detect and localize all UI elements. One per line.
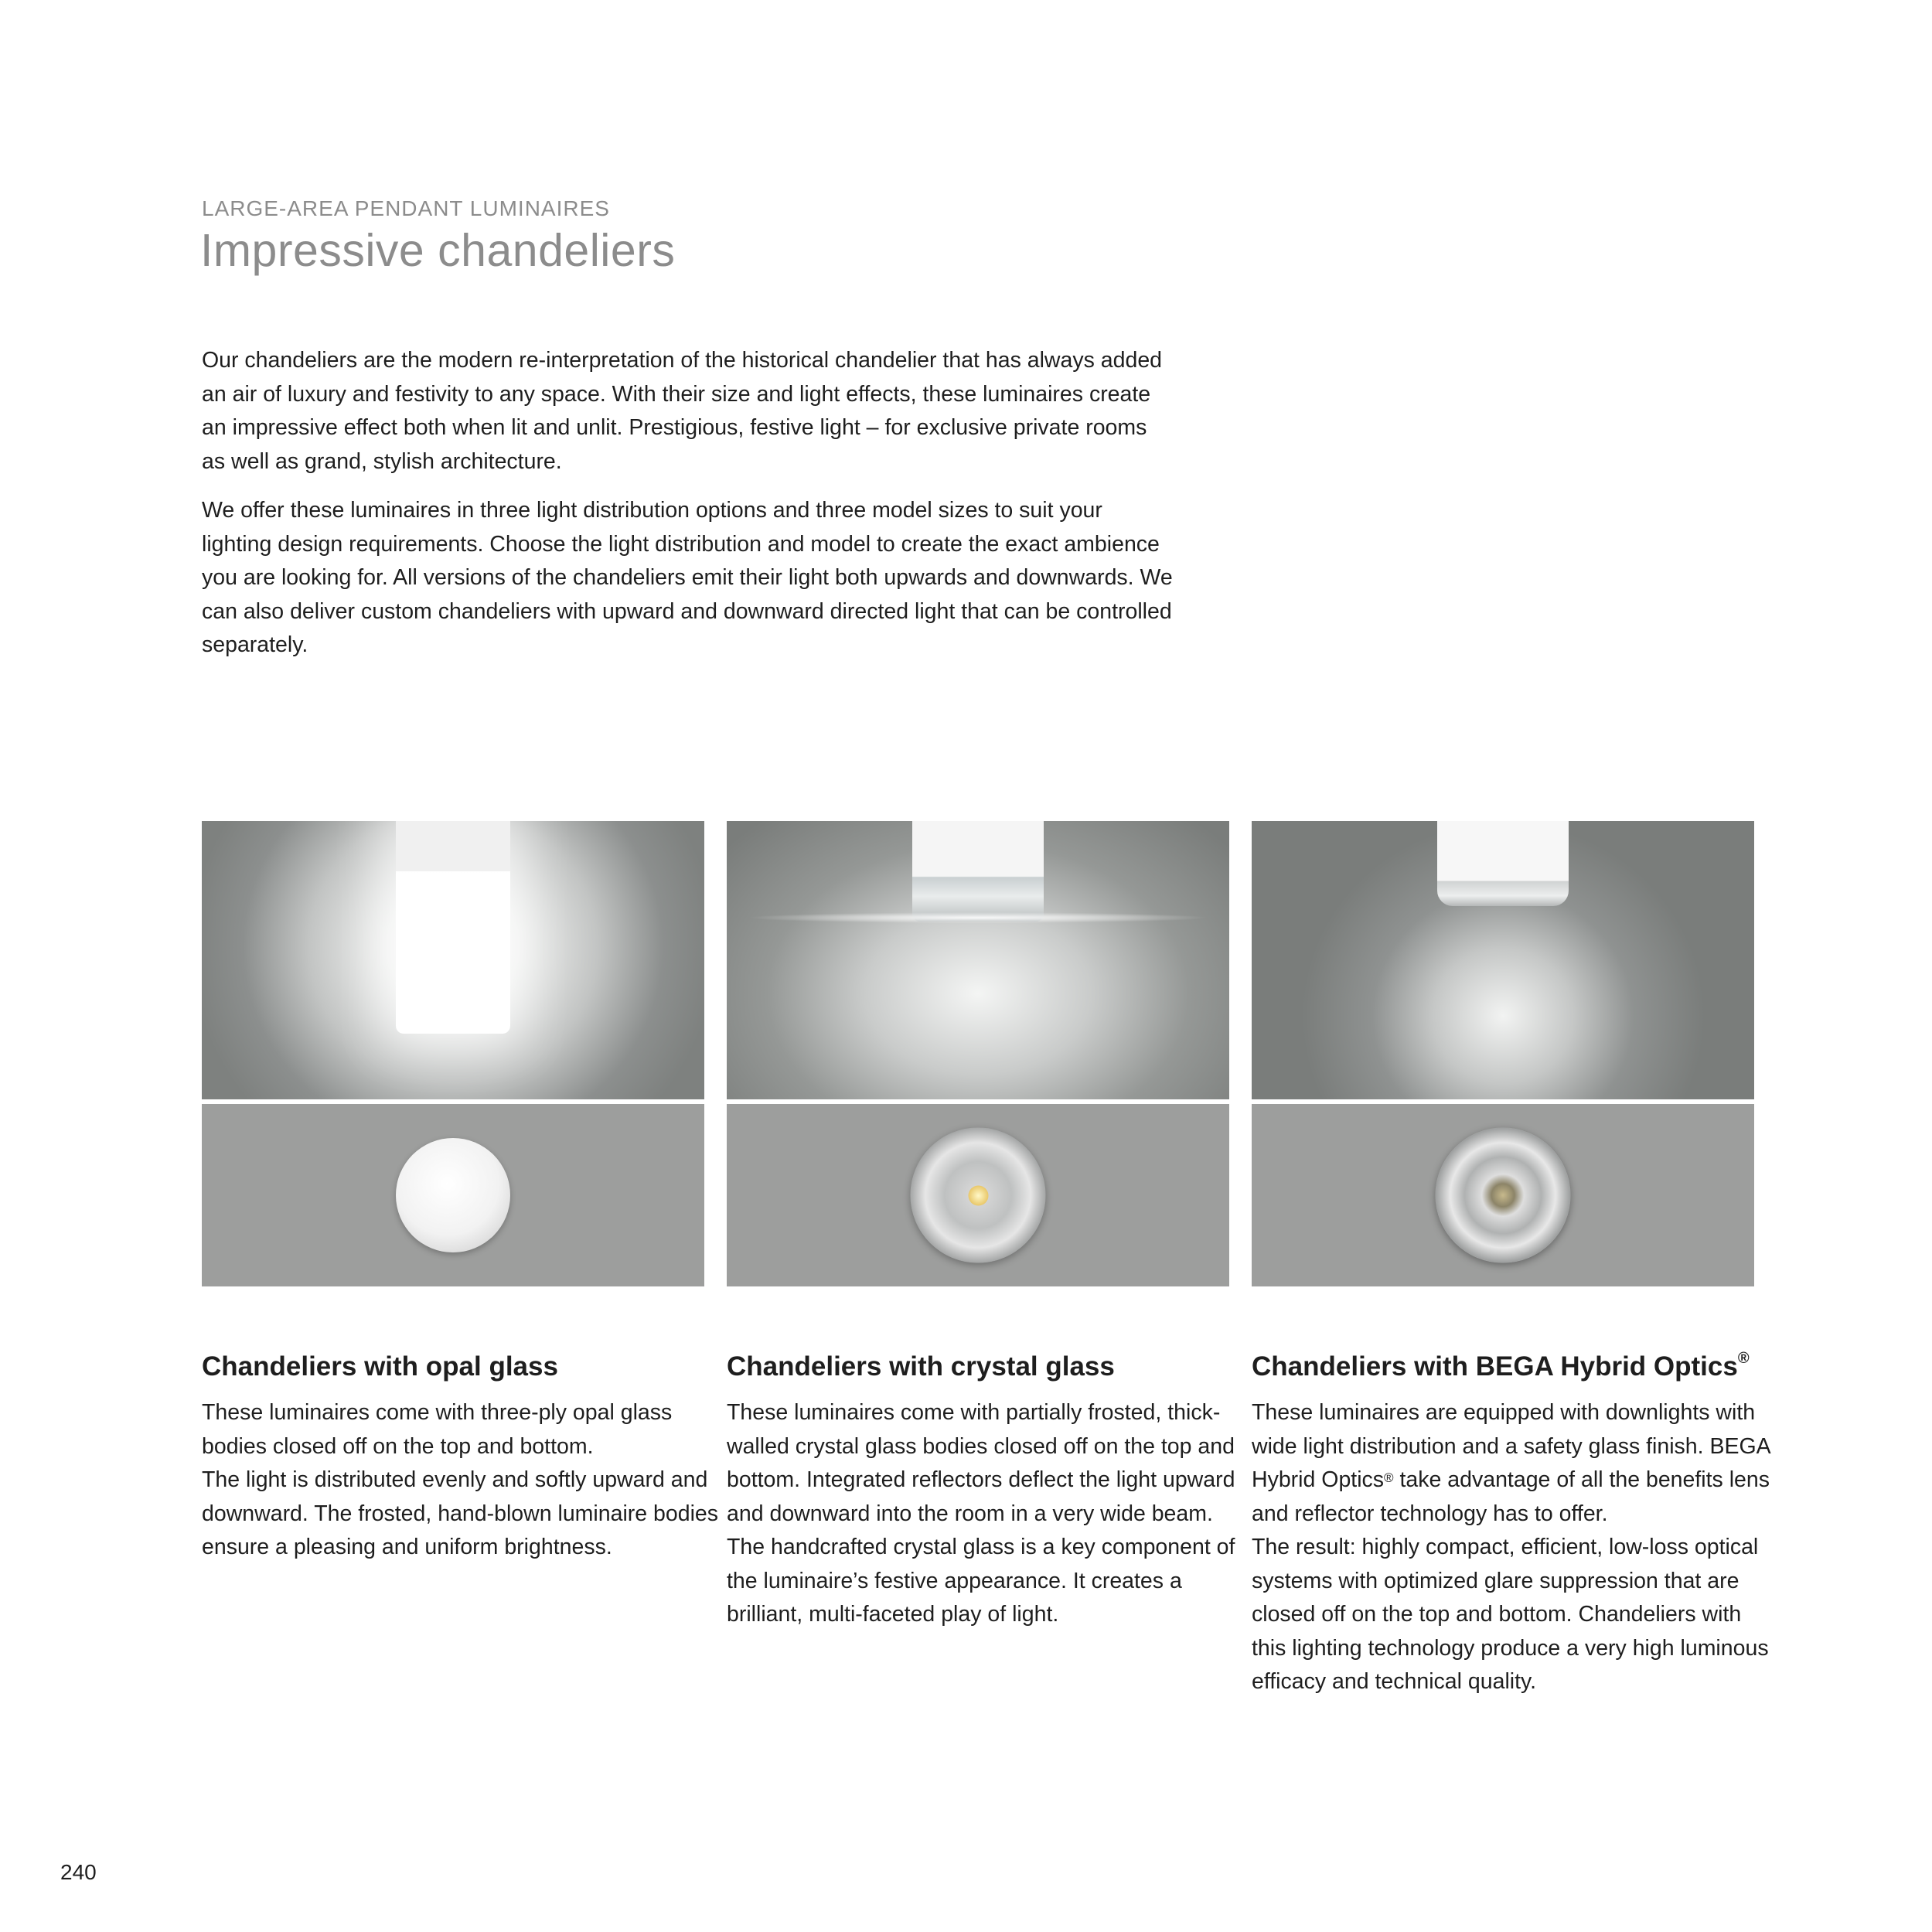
registered-mark: ® [1384, 1470, 1394, 1485]
crystal-glass-side-photo [727, 821, 1229, 1099]
hybrid-optics-side-photo [1252, 821, 1754, 1099]
intro-text [202, 344, 1176, 678]
hybrid-optics-description-a: These luminaires are equipped with downlights with wide light distribution and a safety glass finish. BEGA Hybrid Optics [1252, 1400, 1770, 1492]
opal-glass-heading: Chandeliers with opal glass [202, 1351, 558, 1382]
crystal-glass-disc [911, 1128, 1046, 1263]
crystal-light-flare [746, 912, 1210, 923]
crystal-glass-cylinder [912, 821, 1044, 922]
hybrid-optics-cylinder [1437, 821, 1569, 906]
hybrid-optics-heading-text: Chandeliers with BEGA Hybrid Optics [1252, 1351, 1738, 1382]
registered-mark: ® [1737, 1350, 1750, 1367]
crystal-glass-description: These luminaires come with partially frosted, thick-walled crystal glass bodies closed off on the top and bottom. Integrated reflectors deflect the light upward and downward into the room in a very wide beam. The handcrafted crystal glass is a key component of the luminaire’s festive appearance. It creates a brilliant, multi-faceted play of light. [727, 1400, 1235, 1627]
hybrid-optics-description-b: take advantage of all the benefits lens and reflector technology has to offer. The result: highly compact, efficient, low-loss optical systems with optimized glare suppression that are closed off on the top and bottom. Chandeliers with this lighting technology produce a very high luminous efficacy and technical quality. [1252, 1467, 1770, 1694]
hybrid-optics-description [1252, 1396, 1777, 1699]
page-title: Impressive chandeliers [200, 225, 676, 276]
page-number: 240 [60, 1860, 97, 1884]
hybrid-optics-disc [1436, 1128, 1571, 1263]
hybrid-optics-bottom-photo [1252, 1104, 1754, 1286]
intro-paragraph-1: Our chandeliers are the modern re-interpretation of the historical chandelier that has always added an air of luxury and festivity to any space. With their size and light effects, these luminaires create an impressive effect both when lit and unlit. Prestigious, festive light – for exclusive private rooms as well as grand, stylish architecture. [202, 348, 1163, 474]
opal-glass-disc [396, 1138, 510, 1252]
hybrid-optics-heading [1252, 1351, 1750, 1382]
opal-glass-side-photo [202, 821, 704, 1099]
crystal-glass-heading: Chandeliers with crystal glass [727, 1351, 1115, 1382]
section-kicker: LARGE-AREA PENDANT LUMINAIRES [202, 196, 610, 220]
intro-paragraph-2: We offer these luminaires in three light distribution options and three model sizes to suit your lighting design requirements. Choose the light distribution and model to create the exact ambience you are looking for. All versions of the chandeliers emit their light both upwards and downwards. We can also deliver custom chandeliers with upward and downward directed light that can be controlled separately. [202, 498, 1173, 657]
opal-glass-description: These luminaires come with three-ply opal glass bodies closed off on the top and bottom. The light is distributed evenly and softly upward and downward. The frosted, hand-blown luminaire bodies ensure a pleasing and uniform brightness. [202, 1400, 719, 1559]
crystal-glass-bottom-photo [727, 1104, 1229, 1286]
opal-glass-bottom-photo [202, 1104, 704, 1286]
opal-glass-cylinder [396, 821, 510, 1034]
